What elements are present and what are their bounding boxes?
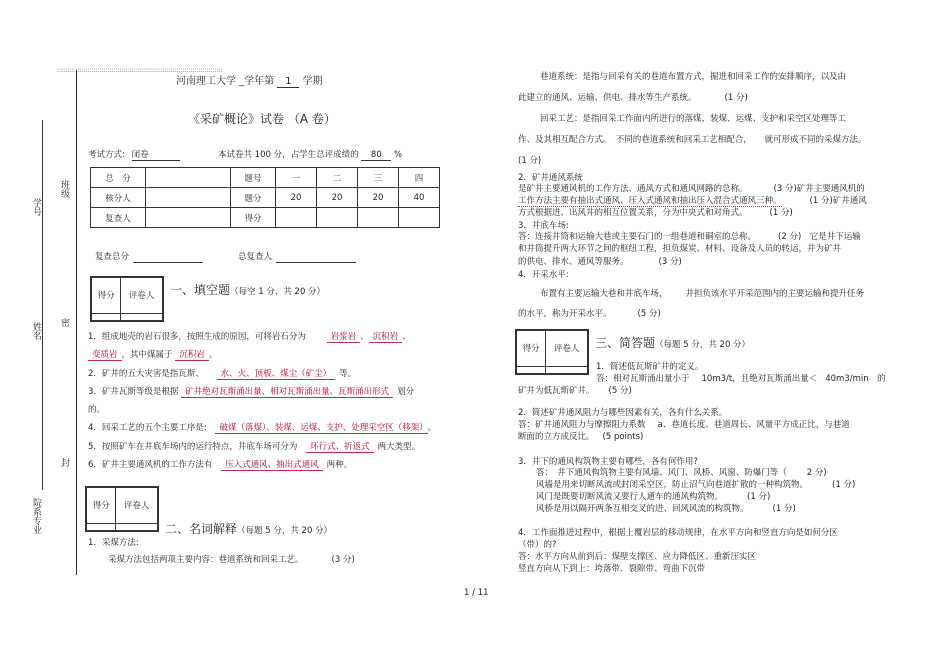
short-q1-ans2: 矿井为低瓦斯矿井。 (5 分) xyxy=(518,386,632,396)
term1-e: 作、及其相互配合方式。 不同的巷道系统和回采工艺相配合， 就可形成不同的采煤方法。 xyxy=(518,135,867,145)
binding-label-student-id: 学号 xyxy=(31,198,41,216)
table-row: 总 分 题号 一 二 三 四 xyxy=(91,168,440,188)
term4-a: 布置有主要运输大巷和井底车场， 并担负该水平开采范围内的主要运输和提升任务 xyxy=(540,289,865,299)
binding-dotted-line: :::::::::::::::::::::::::::::::::::::::::::::::::::::::::::::::::::::::::::::::::: xyxy=(57,67,223,74)
term1-b: 巷道系统：是指与回采有关的巷道布置方式，掘进和回采工作的安排顺序，以及由 xyxy=(540,72,847,82)
table-row: 复查人 得分 xyxy=(91,208,440,228)
term1-f: (1 分) xyxy=(518,156,542,166)
fill-q1: 1．组成地壳的岩石很多，按照生成的原因，可将岩石分为 岩浆岩 、 沉积岩 、 xyxy=(88,332,411,342)
page-number: 1 / 11 xyxy=(464,588,489,598)
section1-title: 一、填空题（每空 1 分，共 20 分） xyxy=(170,283,326,297)
fill-q3-cont: 的。 xyxy=(88,405,106,415)
fill-q4: 4．回采工艺的五个主要工序是: 破煤（落煤）、装煤、运煤、支护、处理采空区（移架） 。 xyxy=(88,423,437,433)
binding-line-left xyxy=(42,120,43,490)
binding-label-class: 班级 xyxy=(59,180,69,198)
score-table xyxy=(90,167,440,228)
short-q4: 4．工作面推进过程中，根据上覆岩层的移动规律，在水平方向和竖直方向是如何分区 xyxy=(518,528,838,538)
school-term-line: 河南理工大学 _学年第 1 学期 xyxy=(176,76,323,87)
section2-title: 二、名词解释（每题 5 分，共 20 分） xyxy=(165,522,333,536)
short-q3-c: 风门是既要切断风流又要行人通车的通风构筑物。 (1 分) xyxy=(536,492,771,502)
binding-label-dept: 院系 xyxy=(31,498,41,516)
binding-label-name: 姓名 xyxy=(31,322,41,340)
term2-title: 2．矿井通风系统 xyxy=(518,173,583,183)
binding-label-seal2: 封 xyxy=(59,458,69,467)
fill-q5: 5．按照矿车在井底车场内的运行特点，井底车场可分为 环行式、折返式 两大类型。 xyxy=(88,442,421,452)
section1-score-box: 得分 评卷人 xyxy=(90,276,164,322)
short-q1: 1．简述低瓦斯矿井的定义。 xyxy=(596,362,704,372)
short-q3-d: 风桥是用以隔开两条互相交叉的进、回风风流的构筑物。 (1 分) xyxy=(536,504,796,514)
section3-score-box: 得分 评卷人 xyxy=(515,329,589,375)
short-q4-ans2: 竖直方向从下到上：垮落带、裂隙带、弯曲下沉带 xyxy=(518,564,706,574)
fill-q1-cont: 变质岩 ，其中煤属于 沉积岩 。 xyxy=(88,348,217,360)
term1-title: 1．采煤方法: xyxy=(88,538,139,548)
term2-c: 方式根据进、出风井的相互位置关系，分为中央式和对角式。 (1 分) xyxy=(518,208,793,218)
term3-b: 和井筒提升两大环节之间的枢纽工程，担负煤炭、材料、设备及人员的转运，并为矿井 xyxy=(518,244,842,254)
exam-title: 《采矿概论》试卷 （A 卷） xyxy=(188,112,336,126)
short-q2: 2．简述矿井通风阻力与哪些因素有关，各有什么关系。 xyxy=(518,408,728,418)
term4-b: 的水平，称为开采水平。 (5 分) xyxy=(518,309,661,319)
exam-method: 考试方式: 闭卷 xyxy=(88,148,180,161)
term3-a: 答：连接井筒和运输大巷或主要石门的一组巷道和硐室的总称。 (2 分) 它是井下运输 xyxy=(518,232,861,242)
term2-b: 工作方法主要有抽出式通风、压入式通风和抽出压入混合式通风三种。 (1 分)矿井通风 xyxy=(518,196,867,206)
section3-title: 三、简答题（每题 5 分，共 20 分） xyxy=(595,336,751,350)
fill-q3: 3．矿井瓦斯等级是根据 矿井绝对瓦斯涌出量、相对瓦斯涌出量、瓦斯涌出形式 划分 xyxy=(88,387,415,397)
binding-label-major: 专业 xyxy=(31,516,41,534)
term1-c: 此建立的通风、运输、供电、排水等生产系统。 (1 分) xyxy=(518,93,748,103)
binding-line-right xyxy=(76,70,77,575)
short-q2-ans: 答：矿井通风阻力与摩擦阻力系数 a、巷道长度、巷道周长、风量平方成正比，与巷道 xyxy=(518,420,850,430)
term2-a: 是矿井主要通风机的工作方法、通风方式和通风网路的总称。 (3 分)矿井主要通风机的 xyxy=(518,184,865,194)
short-q1-ans: 答：相对瓦斯涌出量小于 10m3/t，且绝对瓦斯涌出量＜ 40m3/min 的 xyxy=(596,374,886,384)
fill-q6: 6．矿井主要通风机的工作方法有 压入式通风、抽出式通风 两种。 xyxy=(88,460,353,470)
term4-title: 4．开采水平: xyxy=(518,270,569,280)
short-q3: 3．井下的通风构筑物主要有哪些，各有何作用? xyxy=(518,457,698,467)
review-reviewer: 总复查人 xyxy=(238,250,356,263)
section2-score-box: 得分 评卷人 xyxy=(85,486,159,532)
short-q4-ans: 答：水平方向从前到后：煤壁支撑区、应力降低区、重新压实区 xyxy=(518,552,757,562)
review-total: 复查总分 xyxy=(95,250,203,263)
table-row: 核分人 题分 20 20 20 40 xyxy=(91,188,440,208)
short-q3-ans: 答： 井下通风构筑物主要有风墙、风门、风桥、风窗、防爆门等（ 2 分) xyxy=(536,468,827,478)
short-q4-b: （带）的? xyxy=(518,540,557,550)
short-q3-b: 风墙是用来切断风流或封闭采空区，防止沼气向巷道扩散的一种构筑物。 (1 分) xyxy=(536,480,856,490)
term1-d: 回采工艺：是指回采工作面内所进行的落煤、装煤、运煤、支护和采空区处理等工 xyxy=(540,114,847,124)
score-info: 本试卷共 100 分，占学生总评成绩的 80 % xyxy=(218,150,403,160)
term1-text: 采煤方法包括两项主要内容：巷道系统和回采工艺。 (3 分) xyxy=(108,555,355,565)
binding-label-seal1: 密 xyxy=(59,318,69,327)
fill-q2: 2．矿井的五大灾害是指瓦斯、 水、火、顶板、煤尘（矿尘） 等。 xyxy=(88,369,357,379)
term3-title: 3．井底车场: xyxy=(518,221,569,231)
short-q2-ans2: 断面的立方成反比。 (5 points) xyxy=(518,432,644,442)
term3-c: 的供电、排水、通风等服务。 (3 分) xyxy=(518,257,682,267)
